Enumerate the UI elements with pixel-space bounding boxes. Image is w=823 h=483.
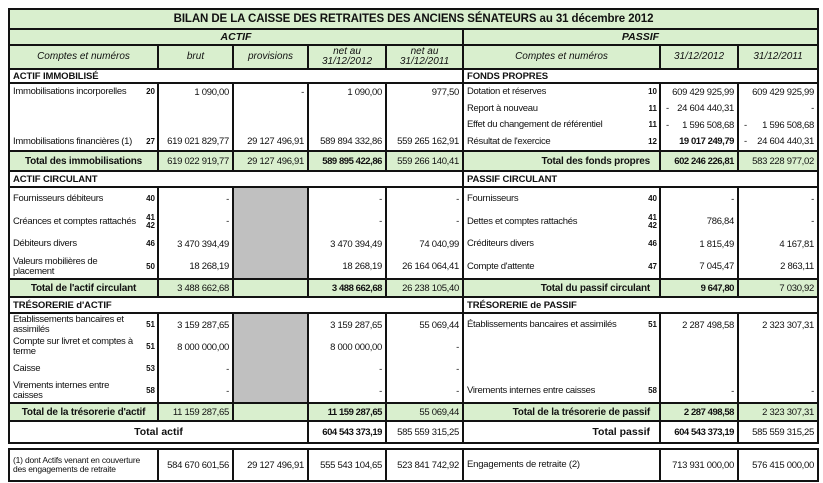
empty-cell (234, 117, 307, 134)
account-number: 51 (146, 320, 155, 329)
cell-net-2012: 11 159 287,65 (307, 404, 385, 420)
total-label: Total de la trésorerie de passif (512, 406, 650, 418)
row-label: Virements internes entre caisses (467, 385, 596, 396)
cell-net-2012: 1 090,00 (347, 86, 382, 98)
row-label: Résultat de l'exercice (467, 135, 551, 147)
cell-2011: - (811, 103, 814, 115)
cell-net-2011: 523 841 742,92 (385, 450, 462, 480)
table-row (464, 314, 659, 336)
cell-net-2011: - (456, 341, 459, 353)
empty-cell (387, 101, 462, 118)
table-row (464, 84, 659, 101)
table-row (10, 314, 157, 336)
grand-total-row (10, 422, 462, 442)
column-header-comptes-passif: Comptes et numéros (515, 51, 608, 62)
cell-2011: 583 228 977,02 (737, 152, 817, 170)
table-row (10, 134, 157, 151)
total-row (464, 278, 817, 298)
table-row (464, 134, 659, 151)
cell-2011: - 1 596 508,68 (744, 119, 814, 131)
total-row (10, 402, 462, 422)
section-header: FONDS PROPRES (464, 70, 817, 84)
account-number: 11 (648, 103, 657, 113)
section-body (464, 84, 817, 150)
section-body (10, 84, 462, 150)
empty-row (464, 358, 659, 380)
cell-2012: 2 287 498,58 (659, 404, 737, 420)
band-actif: ACTIF (220, 31, 252, 43)
cell-brut: 8 000 000,00 (177, 341, 229, 353)
cell-brut: 3 488 662,68 (157, 280, 232, 296)
column-header-provisions: provisions (232, 46, 307, 68)
section-header: TRÉSORERIE d'ACTIF (10, 298, 462, 314)
row-label: Établissements bancaires et assimilés (467, 319, 617, 330)
row-label: Immobilisations incorporelles (13, 86, 127, 98)
cell-2011: 576 415 000,00 (737, 450, 817, 480)
cell-net-2011: 977,50 (431, 86, 459, 98)
shaded-provisions-cell (232, 314, 307, 402)
cell-2012: 786,84 (706, 216, 734, 228)
shaded-provisions-cell (232, 188, 307, 278)
cell-net-2012: 3 488 662,68 (307, 280, 385, 296)
row-label: Compte d'attente (467, 260, 535, 272)
cell-net-2011: 55 069,44 (385, 404, 462, 420)
account-number: 12 (648, 136, 657, 146)
empty-row (464, 336, 659, 358)
actif-passif-band (10, 30, 817, 46)
cell-brut: 1 090,00 (194, 86, 229, 98)
row-label: Caisse (13, 363, 41, 374)
cell-net-2011: 26 238 105,40 (385, 280, 462, 296)
cell-brut: 619 021 829,77 (167, 136, 229, 148)
section-header: ACTIF CIRCULANT (10, 172, 462, 188)
cell-net-2012: - (379, 216, 382, 228)
cell-net-2011: 585 559 315,25 (385, 422, 462, 442)
empty-cell (739, 336, 817, 358)
section-header: TRÉSORERIE de PASSIF (464, 298, 817, 314)
table-row (464, 188, 659, 211)
cell-provisions: 29 127 496,91 (247, 136, 304, 148)
empty-cell (309, 101, 385, 118)
total-row (464, 150, 817, 172)
cell-net-2011: - (456, 193, 459, 205)
cell-2012: 9 647,80 (659, 280, 737, 296)
empty-cell (159, 101, 232, 118)
account-number: 40 (648, 194, 657, 204)
account-number: 41 42 (648, 212, 657, 230)
row-label: Report à nouveau (467, 102, 538, 114)
cell-net-2012: 589 895 422,86 (307, 152, 385, 170)
account-number: 47 (648, 261, 657, 271)
bilan-table (8, 8, 819, 444)
cell-2012: 2 287 498,58 (682, 319, 734, 331)
cell-provisions: 29 127 496,91 (232, 152, 307, 170)
table-row (464, 101, 659, 118)
total-label: Total des fonds propres (541, 155, 650, 167)
empty-cell (661, 358, 737, 380)
account-number: 51 (146, 342, 155, 351)
row-label: Compte sur livret et comptes à terme (13, 336, 133, 357)
grand-total-label: Total actif (134, 426, 183, 438)
cell-net-2012: 589 894 332,86 (320, 136, 382, 148)
column-header-2011: 31/12/2011 (737, 46, 817, 68)
row-label: Effet du changement de référentiel (467, 119, 603, 131)
column-header-brut: brut (157, 46, 232, 68)
table-row (10, 211, 157, 234)
cell-2012: - (731, 385, 734, 397)
account-number: 58 (648, 386, 657, 395)
cell-net-2011: 74 040,99 (419, 238, 459, 250)
table-row (10, 380, 157, 402)
total-row (10, 278, 462, 298)
section-body (10, 314, 462, 402)
table-row (10, 188, 157, 211)
footnote-row (8, 448, 819, 482)
cell-2011: - (811, 216, 814, 228)
cell-brut: - (226, 193, 229, 205)
cell-2012: 609 429 925,99 (672, 86, 734, 98)
section-body (10, 188, 462, 278)
column-header-net-2011: net au 31/12/2011 (385, 46, 462, 68)
total-label: Total de la trésorerie d'actif (21, 406, 146, 418)
empty-cell (232, 280, 307, 296)
empty-cell (387, 117, 462, 134)
section-header: PASSIF CIRCULANT (464, 172, 817, 188)
grand-total-label: Total passif (592, 426, 650, 438)
total-row (10, 150, 462, 172)
cell-brut: 3 470 394,49 (177, 238, 229, 250)
total-row (464, 402, 817, 422)
cell-brut: - (226, 363, 229, 375)
cell-net-2011: 55 069,44 (419, 319, 459, 331)
cell-net-2012: 604 543 373,19 (307, 422, 385, 442)
empty-row (10, 117, 157, 134)
empty-cell (309, 117, 385, 134)
row-label: Valeurs mobilières de placement (13, 255, 98, 277)
table-row (10, 233, 157, 256)
account-number: 50 (146, 261, 155, 271)
cell-2011: 2 863,11 (780, 261, 814, 273)
table-row (10, 358, 157, 380)
row-label: Créances et comptes rattachés (13, 215, 136, 227)
cell-net-2012: 3 470 394,49 (330, 238, 382, 250)
row-label: Créditeurs divers (467, 238, 534, 250)
account-number: 41 42 (146, 212, 155, 230)
cell-2012: 7 045,47 (699, 261, 734, 273)
row-label: Fournisseurs (467, 193, 519, 205)
row-label: Débiteurs divers (13, 238, 77, 250)
cell-2012: - 1 596 508,68 (666, 119, 734, 131)
table-row (10, 336, 157, 358)
empty-row (10, 101, 157, 118)
cell-2011: 2 323 307,31 (762, 319, 814, 331)
cell-2012: 604 543 373,19 (659, 422, 737, 442)
cell-2012: 602 246 226,81 (659, 152, 737, 170)
cell-net-2012: - (379, 385, 382, 397)
cell-2011: 2 323 307,31 (737, 404, 817, 420)
table-row (464, 380, 659, 402)
cell-2011: - (811, 385, 814, 397)
cell-net-2011: 559 266 140,41 (385, 152, 462, 170)
band-passif: PASSIF (621, 31, 660, 43)
cell-2012: - 24 604 440,31 (666, 103, 734, 115)
account-number: 10 (648, 87, 657, 97)
account-number: 46 (146, 239, 155, 249)
cell-2011: 7 030,92 (737, 280, 817, 296)
total-label: Total des immobilisations (24, 155, 143, 167)
account-number: 51 (648, 320, 657, 329)
cell-net-2012: 8 000 000,00 (330, 341, 382, 353)
empty-cell (232, 404, 307, 420)
table-row (464, 117, 659, 134)
cell-brut: - (226, 385, 229, 397)
cell-2011: 609 429 925,99 (752, 86, 814, 98)
section-header: ACTIF IMMOBILISÉ (10, 70, 462, 84)
section-body (464, 188, 817, 278)
total-label: Total de l'actif circulant (30, 282, 137, 294)
cell-net-2011: - (456, 363, 459, 375)
cell-2011: 585 559 315,25 (737, 422, 817, 442)
cell-brut: 18 268,19 (189, 261, 229, 273)
cell-provisions: 29 127 496,91 (232, 450, 307, 480)
cell-brut: 11 159 287,65 (157, 404, 232, 420)
table-row (464, 233, 659, 256)
account-number: 11 (648, 120, 657, 130)
table-row (10, 84, 157, 101)
cell-net-2012: 18 268,19 (342, 261, 382, 273)
cell-2012: 713 931 000,00 (659, 450, 737, 480)
row-label: Dettes et comptes rattachés (467, 215, 578, 227)
cell-provisions: - (301, 86, 304, 98)
account-number: 58 (146, 386, 155, 395)
section-body (464, 314, 817, 402)
total-label: Total du passif circulant (540, 282, 650, 294)
grand-total-row (464, 422, 817, 442)
cell-net-2011: 559 265 162,91 (397, 136, 459, 148)
cell-net-2012: 3 159 287,65 (330, 319, 382, 331)
cell-brut: 3 159 287,65 (177, 319, 229, 331)
column-header-net-2012: net au 31/12/2012 (307, 46, 385, 68)
passif-column (464, 70, 817, 442)
cell-2011: - (811, 193, 814, 205)
cell-net-2012: 555 543 104,65 (307, 450, 385, 480)
empty-cell (234, 101, 307, 118)
empty-cell (159, 117, 232, 134)
cell-net-2012: - (379, 363, 382, 375)
cell-brut: 619 022 919,77 (157, 152, 232, 170)
column-header-2012: 31/12/2012 (659, 46, 737, 68)
row-label: Etablissements bancaires et assimilés (13, 314, 124, 335)
row-label: Fournisseurs débiteurs (13, 193, 104, 205)
cell-net-2012: - (379, 193, 382, 205)
table-title: BILAN DE LA CAISSE DES RETRAITES DES ANCIENS SÉNATEURS au 31 décembre 2012 (10, 10, 817, 30)
cell-2012: - (731, 193, 734, 205)
column-header-row (10, 46, 817, 70)
table-row (464, 211, 659, 234)
cell-net-2011: 26 164 064,41 (402, 261, 459, 273)
cell-net-2011: - (456, 385, 459, 397)
table-row (10, 256, 157, 279)
empty-cell (661, 336, 737, 358)
account-number: 40 (146, 194, 155, 204)
cell-2012: 1 815,49 (699, 238, 734, 250)
actif-column (10, 70, 464, 442)
cell-2011: 4 167,81 (779, 238, 814, 250)
row-label: Immobilisations financières (1) (13, 135, 132, 147)
account-number: 46 (648, 239, 657, 249)
row-label: Virements internes entre caisses (13, 380, 110, 401)
column-header-comptes-actif: Comptes et numéros (37, 51, 130, 62)
cell-brut: - (226, 216, 229, 228)
footnote-label: Engagements de retraite (2) (462, 450, 659, 480)
table-row (464, 256, 659, 279)
account-number: 53 (146, 364, 155, 373)
cell-brut: 584 670 601,56 (157, 450, 232, 480)
cell-2012: 19 017 249,79 (679, 136, 734, 148)
cell-net-2011: - (456, 216, 459, 228)
account-number: 27 (146, 136, 155, 146)
account-number: 20 (146, 87, 155, 97)
footnote-label: (1) dont Actifs venant en couverture des engagements de retraite (13, 454, 140, 474)
row-label: Dotation et réserves (467, 86, 547, 98)
cell-2011: - 24 604 440,31 (744, 136, 814, 148)
empty-cell (739, 358, 817, 380)
